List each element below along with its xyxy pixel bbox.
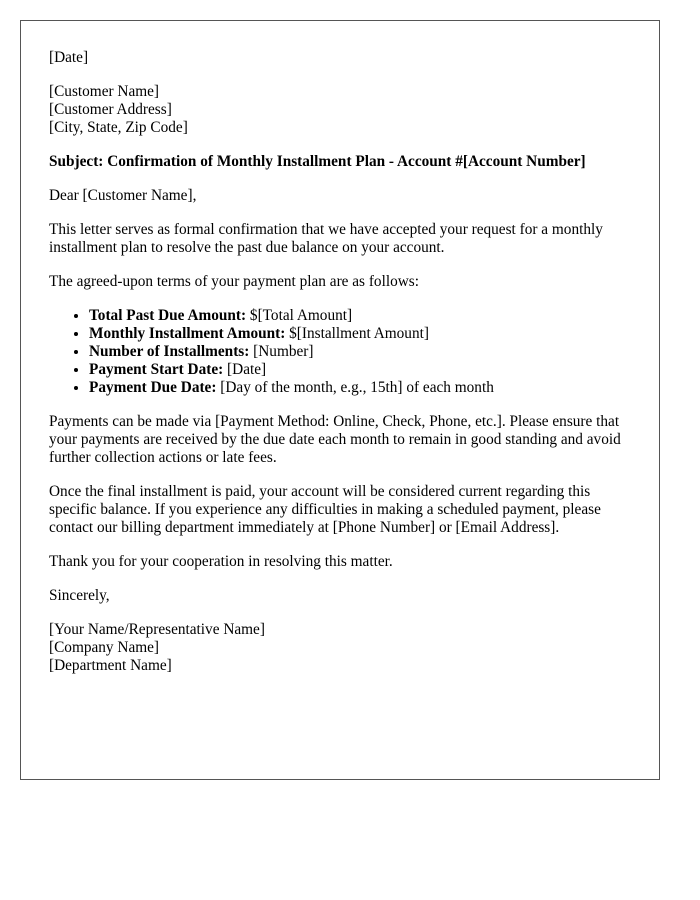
terms-list xyxy=(49,307,631,397)
term-value: $[Total Amount] xyxy=(246,307,353,324)
subject-line: Subject: Confirmation of Monthly Installment Plan - Account #[Account Number] xyxy=(49,153,586,170)
letter-date: [Date] xyxy=(49,49,89,66)
term-item-payment-due-date xyxy=(89,379,631,397)
recipient-block xyxy=(49,83,631,137)
term-item-total-past-due xyxy=(89,307,631,325)
term-value: [Day of the month, e.g., 15th] of each month xyxy=(216,379,494,396)
term-value: [Number] xyxy=(249,343,314,360)
intro-paragraph: This letter serves as formal confirmation that we have accepted your request for a monthly installment plan to resolve the past due balance on your account. xyxy=(49,221,603,256)
letter-page xyxy=(20,20,660,780)
term-item-number-of-installments xyxy=(89,343,631,361)
signature-block xyxy=(49,621,631,675)
term-value: [Date] xyxy=(223,361,267,378)
term-label: Payment Due Date: xyxy=(89,379,217,396)
recipient-name: [Customer Name] xyxy=(49,83,160,100)
signature-company: [Company Name] xyxy=(49,639,160,656)
term-label: Monthly Installment Amount: xyxy=(89,325,286,342)
recipient-city-state-zip: [City, State, Zip Code] xyxy=(49,119,188,136)
term-item-payment-start-date xyxy=(89,361,631,379)
payments-paragraph: Payments can be made via [Payment Method: Online, Check, Phone, etc.]. Please ensure that your payments are received by the due date each month to remain in good standing and avoid further collection actions or late fees. xyxy=(49,413,621,466)
recipient-address: [Customer Address] xyxy=(49,101,172,118)
signature-name: [Your Name/Representative Name] xyxy=(49,621,265,638)
signature-department: [Department Name] xyxy=(49,657,172,674)
term-item-monthly-installment xyxy=(89,325,631,343)
term-value: $[Installment Amount] xyxy=(285,325,429,342)
thanks-line: Thank you for your cooperation in resolving this matter. xyxy=(49,553,393,570)
term-label: Number of Installments: xyxy=(89,343,250,360)
terms-intro: The agreed-upon terms of your payment plan are as follows: xyxy=(49,273,419,290)
final-paragraph: Once the final installment is paid, your account will be considered current regarding this specific balance. If you experience any difficulties in making a scheduled payment, please contact our billing department immediately at [Phone Number] or [Email Address]. xyxy=(49,483,601,536)
term-label: Total Past Due Amount: xyxy=(89,307,247,324)
salutation: Dear [Customer Name], xyxy=(49,187,197,204)
closing-line: Sincerely, xyxy=(49,587,110,604)
term-label: Payment Start Date: xyxy=(89,361,224,378)
